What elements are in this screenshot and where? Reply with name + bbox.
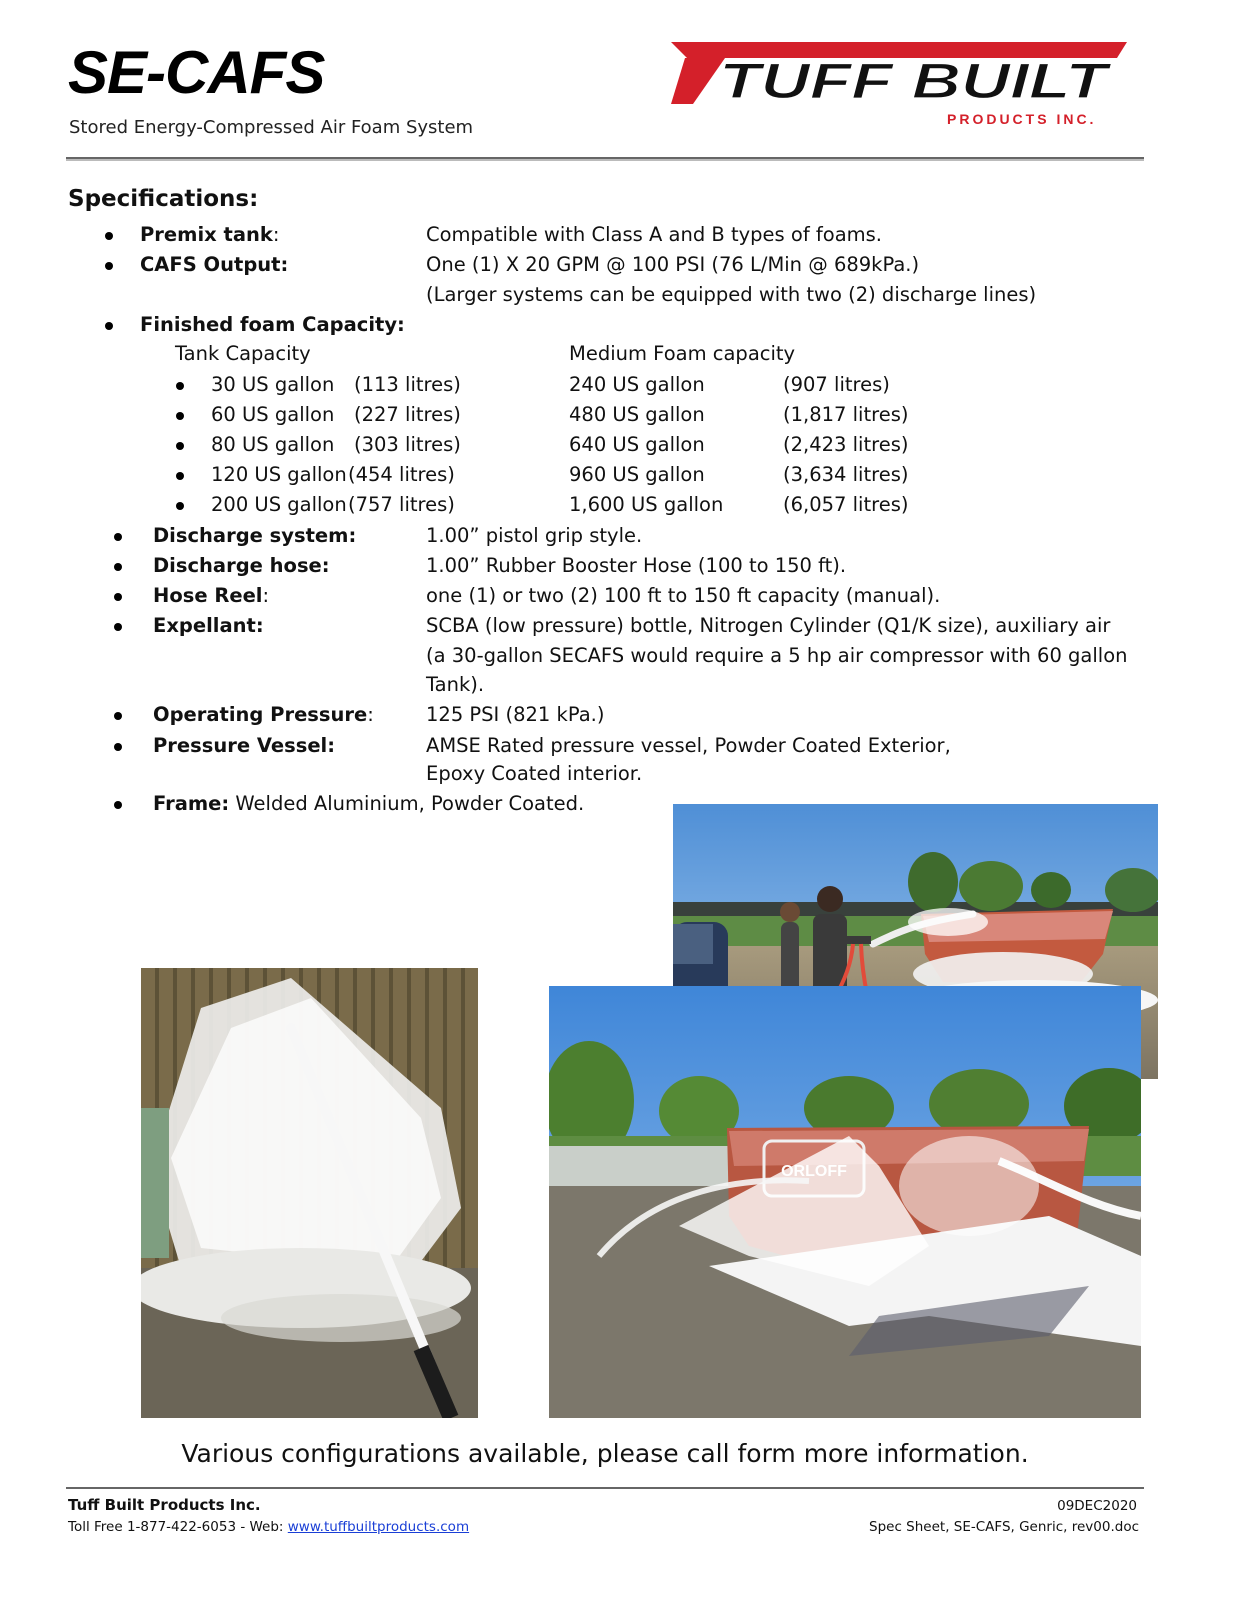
- spec-label: Discharge hose:: [153, 554, 330, 577]
- document-subtitle: Stored Energy-Compressed Air Foam System: [69, 117, 474, 138]
- spec-label: Hose Reel: [153, 584, 263, 607]
- spec-label: Discharge system:: [153, 524, 357, 547]
- bullet: [114, 801, 122, 809]
- tuff-built-logo: [665, 40, 1130, 130]
- photo-foam-filled-bins: [549, 986, 1141, 1418]
- bullet: [114, 712, 122, 720]
- bullet: [114, 593, 122, 601]
- specifications-heading: Specifications:: [68, 186, 259, 212]
- spec-value: SCBA (low pressure) bottle, Nitrogen Cylinder (Q1/K size), auxiliary air: [426, 614, 1111, 637]
- header-divider: [66, 157, 1144, 159]
- bullet: [176, 502, 184, 510]
- spec-value: one (1) or two (2) 100 ft to 150 ft capacity (manual).: [426, 584, 941, 607]
- bullet: [114, 563, 122, 571]
- photo-foam-on-wall: [141, 968, 478, 1418]
- logo-subtext: PRODUCTS INC.: [947, 111, 1097, 127]
- bullet: [176, 412, 184, 420]
- bullet: [114, 533, 122, 541]
- spec-value: One (1) X 20 GPM @ 100 PSI (76 L/Min @ 689kPa.): [426, 253, 920, 276]
- col-medium-foam: Medium Foam capacity: [569, 342, 796, 365]
- spec-label: Frame:: [153, 792, 230, 815]
- bullet: [176, 442, 184, 450]
- bullet: [114, 743, 122, 751]
- spec-label: Operating Pressure: [153, 703, 368, 726]
- spec-value: (Larger systems can be equipped with two (2) discharge lines): [426, 283, 1037, 306]
- spec-value: Compatible with Class A and B types of foams.: [426, 223, 883, 246]
- col-tank-capacity: Tank Capacity: [175, 342, 311, 365]
- footer-divider: [66, 1487, 1144, 1489]
- footer-company: Tuff Built Products Inc.: [68, 1496, 261, 1514]
- spec-label: CAFS Output:: [140, 253, 289, 276]
- spec-label: Expellant:: [153, 614, 264, 637]
- bullet: [105, 322, 113, 330]
- spec-value: 1.00” Rubber Booster Hose (100 to 150 ft).: [426, 554, 847, 577]
- bullet: [114, 623, 122, 631]
- bullet: [176, 472, 184, 480]
- footer-doc-reference: Spec Sheet, SE-CAFS, Genric, rev00.doc: [869, 1519, 1139, 1535]
- spec-value: 1.00” pistol grip style.: [426, 524, 643, 547]
- bullet: [105, 262, 113, 270]
- logo-wordmark: TUFF BUILT: [719, 53, 1114, 109]
- spec-label: Premix tank: [140, 223, 273, 246]
- footer-contact-text: Toll Free 1-877-422-6053 - Web:: [68, 1519, 288, 1535]
- bottom-note: Various configurations available, please call form more information.: [181, 1439, 1029, 1468]
- spec-label: Finished foam Capacity:: [140, 313, 405, 336]
- footer-contact: [68, 1519, 469, 1535]
- spec-value: AMSE Rated pressure vessel, Powder Coated Exterior,: [426, 734, 951, 757]
- bullet: [176, 382, 184, 390]
- document-title: SE-CAFS: [68, 39, 325, 106]
- website-link[interactable]: www.tuffbuiltproducts.com: [287, 1519, 470, 1535]
- spec-label: Pressure Vessel:: [153, 734, 336, 757]
- bullet: [105, 232, 113, 240]
- footer-date: 09DEC2020: [1057, 1498, 1137, 1514]
- spec-value: 125 PSI (821 kPa.): [426, 703, 605, 726]
- spec-value: Welded Aluminium, Powder Coated.: [235, 792, 585, 815]
